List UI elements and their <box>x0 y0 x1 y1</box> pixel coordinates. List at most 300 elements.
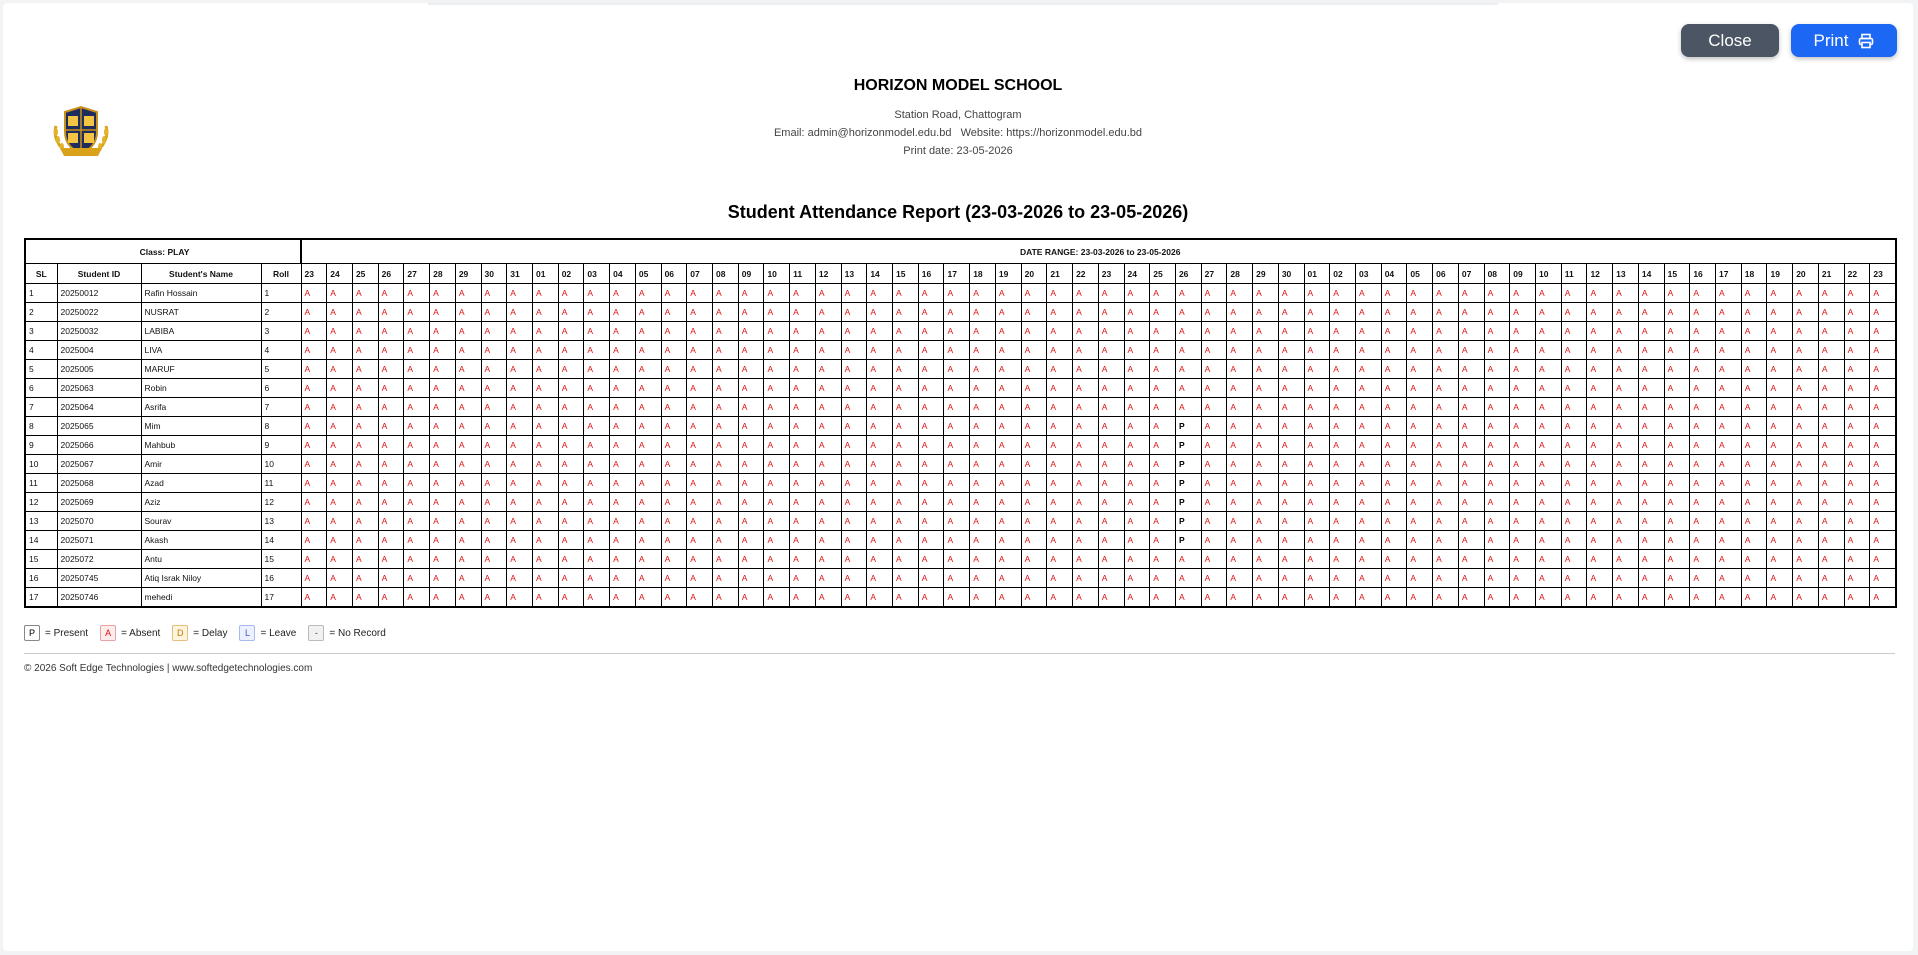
attendance-absent: A <box>1433 569 1459 588</box>
attendance-absent: A <box>1613 474 1639 493</box>
attendance-absent: A <box>738 417 764 436</box>
day-header: 06 <box>661 264 687 284</box>
attendance-absent: A <box>1536 398 1562 417</box>
attendance-absent: A <box>1690 569 1716 588</box>
attendance-absent: A <box>404 398 430 417</box>
attendance-absent: A <box>1355 436 1381 455</box>
attendance-absent: A <box>1330 417 1356 436</box>
day-header: 01 <box>532 264 558 284</box>
attendance-absent: A <box>378 474 404 493</box>
attendance-absent: A <box>1124 303 1150 322</box>
attendance-absent: A <box>1793 512 1819 531</box>
attendance-absent: A <box>1844 493 1870 512</box>
attendance-absent: A <box>1021 550 1047 569</box>
attendance-absent: A <box>970 569 996 588</box>
attendance-absent: A <box>1021 417 1047 436</box>
attendance-absent: A <box>970 341 996 360</box>
attendance-absent: A <box>661 341 687 360</box>
attendance-absent: A <box>610 436 636 455</box>
attendance-absent: A <box>455 379 481 398</box>
attendance-absent: A <box>1201 512 1227 531</box>
student-id-cell: 2025067 <box>57 455 141 474</box>
day-header: 05 <box>1407 264 1433 284</box>
day-header: 16 <box>918 264 944 284</box>
attendance-absent: A <box>995 569 1021 588</box>
attendance-absent: A <box>404 417 430 436</box>
day-header: 15 <box>1664 264 1690 284</box>
attendance-absent: A <box>532 474 558 493</box>
attendance-absent: A <box>713 474 739 493</box>
attendance-absent: A <box>352 474 378 493</box>
attendance-absent: A <box>1073 322 1099 341</box>
student-id-cell: 20250032 <box>57 322 141 341</box>
attendance-absent: A <box>404 322 430 341</box>
day-header: 04 <box>1381 264 1407 284</box>
sl-cell: 8 <box>25 417 57 436</box>
attendance-absent: A <box>687 417 713 436</box>
attendance-absent: A <box>1124 398 1150 417</box>
attendance-absent: A <box>687 341 713 360</box>
day-header: 07 <box>1458 264 1484 284</box>
day-header: 18 <box>1741 264 1767 284</box>
attendance-absent: A <box>1510 474 1536 493</box>
print-date: Print date: 23-05-2026 <box>903 145 1013 157</box>
attendance-absent: A <box>1690 322 1716 341</box>
day-header: 24 <box>1124 264 1150 284</box>
attendance-absent: A <box>404 474 430 493</box>
attendance-absent: A <box>661 455 687 474</box>
attendance-absent: A <box>404 493 430 512</box>
attendance-absent: A <box>1613 569 1639 588</box>
attendance-absent: A <box>944 417 970 436</box>
attendance-absent: A <box>430 512 456 531</box>
attendance-absent: A <box>1150 360 1176 379</box>
attendance-absent: A <box>867 493 893 512</box>
attendance-absent: A <box>1587 379 1613 398</box>
attendance-absent: A <box>1458 474 1484 493</box>
attendance-absent: A <box>1716 417 1742 436</box>
attendance-absent: A <box>532 493 558 512</box>
attendance-absent: A <box>1124 322 1150 341</box>
attendance-absent: A <box>1253 436 1279 455</box>
attendance-absent: A <box>867 474 893 493</box>
attendance-absent: A <box>455 569 481 588</box>
attendance-absent: A <box>1818 417 1844 436</box>
attendance-absent: A <box>1741 550 1767 569</box>
attendance-absent: A <box>1227 455 1253 474</box>
attendance-absent: A <box>713 303 739 322</box>
attendance-absent: A <box>455 398 481 417</box>
attendance-absent: A <box>713 588 739 608</box>
attendance-absent: A <box>1690 398 1716 417</box>
attendance-absent: A <box>970 474 996 493</box>
sl-cell: 14 <box>25 531 57 550</box>
sl-cell: 10 <box>25 455 57 474</box>
attendance-absent: A <box>1433 303 1459 322</box>
legend-text: = Present <box>45 627 89 639</box>
attendance-absent: A <box>1150 436 1176 455</box>
attendance-absent: A <box>867 417 893 436</box>
attendance-absent: A <box>635 588 661 608</box>
day-header: 23 <box>1098 264 1124 284</box>
student-id-cell: 20250022 <box>57 303 141 322</box>
attendance-absent: A <box>1175 588 1201 608</box>
roll-cell: 16 <box>261 569 301 588</box>
attendance-absent: A <box>584 531 610 550</box>
attendance-absent: A <box>918 569 944 588</box>
attendance-absent: A <box>1021 398 1047 417</box>
day-header: 08 <box>713 264 739 284</box>
attendance-absent: A <box>1818 569 1844 588</box>
attendance-absent: A <box>507 493 533 512</box>
attendance-absent: A <box>1587 569 1613 588</box>
footer-divider <box>24 653 1895 654</box>
attendance-absent: A <box>1175 550 1201 569</box>
attendance-absent: A <box>1818 284 1844 303</box>
attendance-absent: A <box>352 436 378 455</box>
day-header: 17 <box>1716 264 1742 284</box>
attendance-absent: A <box>352 512 378 531</box>
attendance-absent: A <box>301 531 327 550</box>
attendance-absent: A <box>1073 531 1099 550</box>
attendance-absent: A <box>404 284 430 303</box>
attendance-absent: A <box>1098 588 1124 608</box>
day-header: 10 <box>1536 264 1562 284</box>
attendance-absent: A <box>1047 303 1073 322</box>
attendance-absent: A <box>1741 493 1767 512</box>
attendance-absent: A <box>404 379 430 398</box>
day-header: 13 <box>841 264 867 284</box>
attendance-absent: A <box>481 512 507 531</box>
attendance-absent: A <box>301 284 327 303</box>
attendance-absent: A <box>584 436 610 455</box>
attendance-absent: A <box>1587 436 1613 455</box>
sl-cell: 7 <box>25 398 57 417</box>
attendance-absent: A <box>944 550 970 569</box>
attendance-absent: A <box>918 436 944 455</box>
attendance-absent: A <box>1253 455 1279 474</box>
attendance-absent: A <box>1870 531 1897 550</box>
attendance-absent: A <box>661 436 687 455</box>
day-header: 09 <box>1510 264 1536 284</box>
day-header: 28 <box>430 264 456 284</box>
attendance-absent: A <box>1664 417 1690 436</box>
roll-cell: 11 <box>261 474 301 493</box>
attendance-absent: A <box>635 284 661 303</box>
attendance-absent: A <box>764 303 790 322</box>
attendance-absent: A <box>1741 531 1767 550</box>
attendance-absent: A <box>584 379 610 398</box>
attendance-absent: A <box>867 360 893 379</box>
attendance-absent: A <box>1793 322 1819 341</box>
attendance-absent: A <box>1870 322 1897 341</box>
attendance-absent: A <box>1793 493 1819 512</box>
attendance-absent: A <box>1613 588 1639 608</box>
attendance-absent: A <box>327 379 353 398</box>
attendance-absent: A <box>1716 474 1742 493</box>
attendance-absent: A <box>1818 493 1844 512</box>
attendance-absent: A <box>1381 512 1407 531</box>
attendance-absent: A <box>1484 569 1510 588</box>
attendance-absent: A <box>1407 455 1433 474</box>
attendance-absent: A <box>1536 341 1562 360</box>
legend-item <box>239 625 296 641</box>
attendance-absent: A <box>1818 379 1844 398</box>
attendance-absent: A <box>1613 512 1639 531</box>
attendance-absent: A <box>1818 322 1844 341</box>
day-header: 15 <box>893 264 919 284</box>
attendance-absent: A <box>635 531 661 550</box>
attendance-absent: A <box>1407 588 1433 608</box>
attendance-absent: A <box>301 474 327 493</box>
attendance-absent: A <box>893 417 919 436</box>
attendance-absent: A <box>1355 379 1381 398</box>
attendance-absent: A <box>404 512 430 531</box>
attendance-absent: A <box>687 493 713 512</box>
attendance-absent: A <box>1227 436 1253 455</box>
attendance-absent: A <box>944 341 970 360</box>
attendance-absent: A <box>1073 398 1099 417</box>
attendance-absent: A <box>1767 303 1793 322</box>
attendance-absent: A <box>1613 455 1639 474</box>
attendance-absent: A <box>1458 569 1484 588</box>
attendance-absent: A <box>584 360 610 379</box>
attendance-absent: A <box>1098 341 1124 360</box>
attendance-absent: A <box>610 550 636 569</box>
attendance-absent: A <box>1767 493 1793 512</box>
attendance-absent: A <box>1664 569 1690 588</box>
attendance-absent: A <box>635 436 661 455</box>
attendance-absent: A <box>738 550 764 569</box>
attendance-absent: A <box>378 379 404 398</box>
attendance-absent: A <box>430 303 456 322</box>
school-header <box>3 76 1913 158</box>
attendance-absent: A <box>1098 284 1124 303</box>
attendance-absent: A <box>661 284 687 303</box>
attendance-absent: A <box>584 322 610 341</box>
attendance-absent: A <box>1150 455 1176 474</box>
attendance-absent: A <box>1510 398 1536 417</box>
roll-cell: 3 <box>261 322 301 341</box>
attendance-absent: A <box>1381 398 1407 417</box>
attendance-absent: A <box>867 379 893 398</box>
attendance-absent: A <box>1433 360 1459 379</box>
attendance-absent: A <box>1330 493 1356 512</box>
attendance-absent: A <box>1793 398 1819 417</box>
day-header: 25 <box>352 264 378 284</box>
day-header: 03 <box>584 264 610 284</box>
attendance-absent: A <box>1561 474 1587 493</box>
attendance-absent: A <box>1767 569 1793 588</box>
attendance-absent: A <box>1613 436 1639 455</box>
attendance-absent: A <box>1793 455 1819 474</box>
attendance-absent: A <box>687 569 713 588</box>
attendance-absent: A <box>1510 493 1536 512</box>
attendance-absent: A <box>970 588 996 608</box>
attendance-absent: A <box>584 284 610 303</box>
attendance-absent: A <box>1330 398 1356 417</box>
attendance-absent: A <box>507 398 533 417</box>
attendance-absent: A <box>610 455 636 474</box>
attendance-absent: A <box>1201 398 1227 417</box>
attendance-absent: A <box>301 550 327 569</box>
attendance-absent: A <box>378 455 404 474</box>
attendance-absent: A <box>1716 398 1742 417</box>
attendance-absent: A <box>713 512 739 531</box>
attendance-absent: A <box>867 322 893 341</box>
attendance-absent: A <box>738 284 764 303</box>
attendance-absent: A <box>584 398 610 417</box>
day-header: 18 <box>970 264 996 284</box>
attendance-absent: A <box>1484 341 1510 360</box>
attendance-absent: A <box>815 417 841 436</box>
day-header: 29 <box>455 264 481 284</box>
attendance-absent: A <box>713 550 739 569</box>
attendance-absent: A <box>352 322 378 341</box>
attendance-absent: A <box>1433 588 1459 608</box>
attendance-absent: A <box>558 322 584 341</box>
attendance-absent: A <box>1664 303 1690 322</box>
attendance-absent: A <box>687 455 713 474</box>
attendance-absent: A <box>1561 322 1587 341</box>
attendance-absent: A <box>558 493 584 512</box>
attendance-absent: A <box>1870 569 1897 588</box>
student-id-cell: 2025064 <box>57 398 141 417</box>
attendance-absent: A <box>738 303 764 322</box>
day-header: 13 <box>1613 264 1639 284</box>
attendance-absent: A <box>1870 379 1897 398</box>
school-address: Station Road, Chattogram <box>894 109 1022 121</box>
student-id-cell: 2025072 <box>57 550 141 569</box>
attendance-absent: A <box>610 322 636 341</box>
attendance-absent: A <box>352 341 378 360</box>
attendance-absent: A <box>1510 284 1536 303</box>
attendance-absent: A <box>764 493 790 512</box>
attendance-absent: A <box>1278 512 1304 531</box>
attendance-absent: A <box>815 379 841 398</box>
attendance-absent: A <box>1844 341 1870 360</box>
attendance-absent: A <box>687 322 713 341</box>
attendance-absent: A <box>558 550 584 569</box>
attendance-absent: A <box>1124 569 1150 588</box>
attendance-absent: A <box>1175 284 1201 303</box>
attendance-absent: A <box>1150 284 1176 303</box>
attendance-absent: A <box>841 588 867 608</box>
attendance-absent: A <box>1124 341 1150 360</box>
attendance-absent: A <box>1150 398 1176 417</box>
attendance-absent: A <box>1253 474 1279 493</box>
attendance-absent: A <box>558 436 584 455</box>
attendance-absent: A <box>1844 436 1870 455</box>
attendance-absent: A <box>1870 436 1897 455</box>
attendance-absent: A <box>1844 322 1870 341</box>
attendance-absent: A <box>1844 303 1870 322</box>
attendance-absent: A <box>558 512 584 531</box>
attendance-absent: A <box>1433 379 1459 398</box>
student-row <box>25 341 1896 360</box>
attendance-absent: A <box>738 455 764 474</box>
attendance-absent: A <box>713 322 739 341</box>
attendance-absent: A <box>1330 588 1356 608</box>
attendance-absent: A <box>1047 569 1073 588</box>
attendance-absent: A <box>738 341 764 360</box>
attendance-absent: A <box>1407 474 1433 493</box>
attendance-absent: A <box>1716 588 1742 608</box>
attendance-absent: A <box>1227 398 1253 417</box>
close-button[interactable] <box>1681 24 1779 57</box>
student-name-cell: Asrifa <box>141 398 261 417</box>
attendance-absent: A <box>1870 341 1897 360</box>
attendance-absent: A <box>1716 284 1742 303</box>
print-button[interactable] <box>1791 24 1897 57</box>
attendance-absent: A <box>1021 284 1047 303</box>
attendance-absent: A <box>1638 284 1664 303</box>
attendance-absent: A <box>481 474 507 493</box>
attendance-absent: A <box>790 493 816 512</box>
attendance-absent: A <box>1021 474 1047 493</box>
student-name-cell: MARUF <box>141 360 261 379</box>
student-name-cell: Aziz <box>141 493 261 512</box>
attendance-absent: A <box>790 398 816 417</box>
attendance-absent: A <box>1098 531 1124 550</box>
attendance-absent: A <box>1098 360 1124 379</box>
attendance-absent: A <box>764 455 790 474</box>
attendance-absent: A <box>1047 474 1073 493</box>
attendance-absent: A <box>893 550 919 569</box>
attendance-absent: A <box>378 512 404 531</box>
attendance-absent: A <box>841 284 867 303</box>
attendance-absent: A <box>1716 531 1742 550</box>
attendance-absent: A <box>738 322 764 341</box>
attendance-absent: A <box>1587 398 1613 417</box>
student-id-cell: 20250012 <box>57 284 141 303</box>
attendance-absent: A <box>815 512 841 531</box>
attendance-absent: A <box>1767 588 1793 608</box>
attendance-absent: A <box>1407 512 1433 531</box>
attendance-present: P <box>1175 436 1201 455</box>
attendance-absent: A <box>661 417 687 436</box>
attendance-absent: A <box>1458 341 1484 360</box>
attendance-absent: A <box>995 512 1021 531</box>
attendance-absent: A <box>867 569 893 588</box>
attendance-absent: A <box>1844 398 1870 417</box>
attendance-absent: A <box>1278 303 1304 322</box>
attendance-absent: A <box>1844 588 1870 608</box>
attendance-absent: A <box>1047 455 1073 474</box>
attendance-absent: A <box>1561 379 1587 398</box>
attendance-absent: A <box>1150 588 1176 608</box>
sl-cell: 12 <box>25 493 57 512</box>
attendance-absent: A <box>1150 569 1176 588</box>
attendance-absent: A <box>1484 588 1510 608</box>
attendance-absent: A <box>327 455 353 474</box>
attendance-absent: A <box>1227 474 1253 493</box>
day-header: 29 <box>1253 264 1279 284</box>
attendance-absent: A <box>1741 512 1767 531</box>
attendance-absent: A <box>1150 341 1176 360</box>
attendance-absent: A <box>1355 531 1381 550</box>
attendance-absent: A <box>378 588 404 608</box>
attendance-absent: A <box>327 284 353 303</box>
attendance-absent: A <box>1484 284 1510 303</box>
attendance-absent: A <box>841 379 867 398</box>
legend-code: A <box>100 625 116 641</box>
attendance-absent: A <box>1124 436 1150 455</box>
attendance-absent: A <box>1536 588 1562 608</box>
attendance-absent: A <box>1613 303 1639 322</box>
attendance-absent: A <box>404 569 430 588</box>
attendance-absent: A <box>1021 436 1047 455</box>
